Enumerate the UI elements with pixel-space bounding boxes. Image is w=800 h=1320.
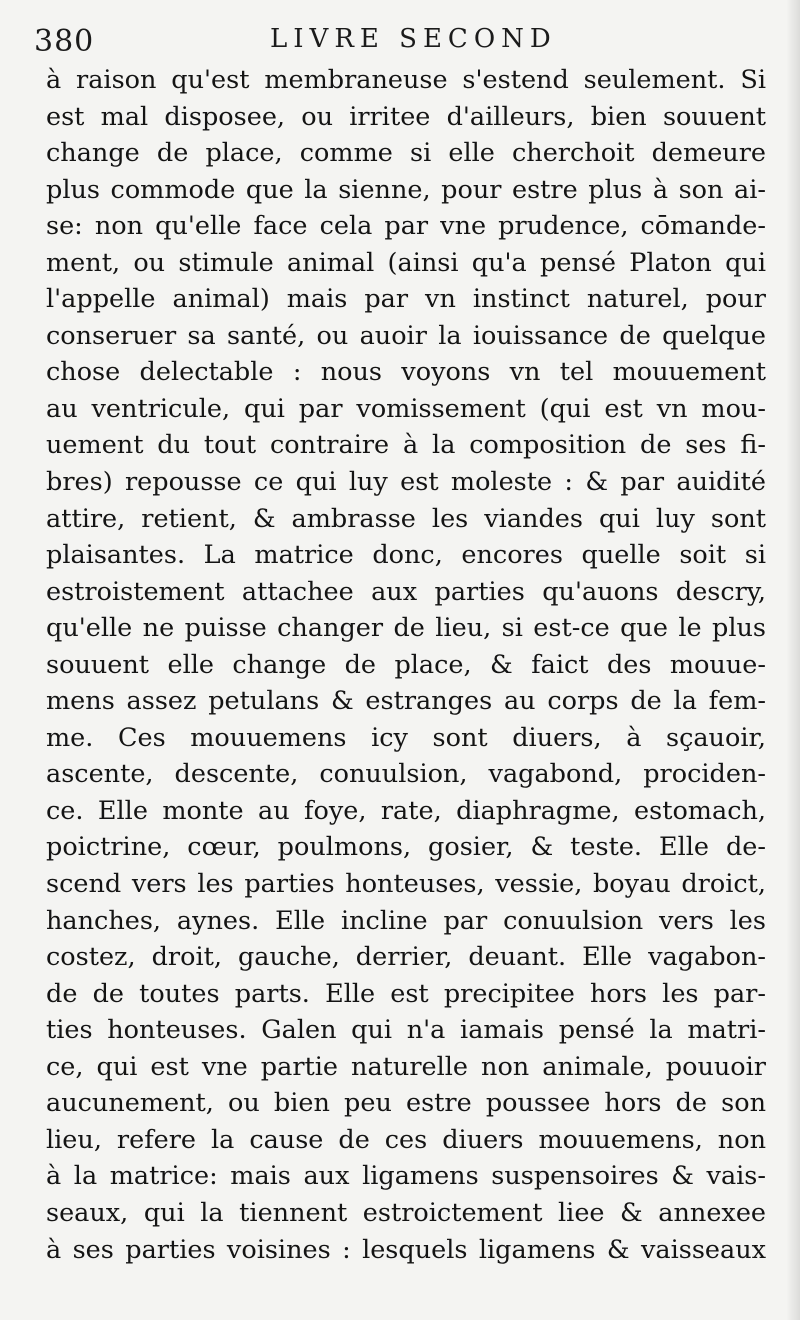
- running-head: LIVRE SECOND: [270, 24, 557, 54]
- text-line: change de place, comme si elle cherchoit demeure: [46, 138, 766, 169]
- text-line: à la matrice: mais aux ligamens suspensoires & vais-: [46, 1161, 766, 1192]
- text-line: ce, qui est vne partie naturelle non animale, pouuoir: [46, 1051, 766, 1082]
- text-line: se: non qu'elle face cela par vne prudence, cōmande-: [46, 211, 766, 242]
- page-header: [0, 18, 800, 62]
- text-line: hanches, aynes. Elle incline par conuulsion vers les: [46, 905, 766, 936]
- text-line: souuent elle change de place, & faict des mouue-: [46, 649, 766, 680]
- text-line: costez, droit, gauche, derrier, deuant. Elle vagabon-: [46, 942, 766, 973]
- text-line: ties honteuses. Galen qui n'a iamais pensé la matri-: [46, 1015, 766, 1046]
- text-line: est mal disposee, ou irritee d'ailleurs, bien souuent: [46, 101, 766, 132]
- page-number: 380: [34, 24, 95, 59]
- text-line: ascente, descente, conuulsion, vagabond, prociden-: [46, 759, 766, 790]
- text-line: au ventricule, qui par vomissement (qui est vn mou-: [46, 393, 766, 424]
- text-line: à ses parties voisines : lesquels ligamens & vaisseaux: [46, 1234, 766, 1265]
- text-line: mens assez petulans & estranges au corps de la fem-: [46, 686, 766, 717]
- text-line: me. Ces mouuemens icy sont diuers, à sçauoir,: [46, 722, 766, 753]
- text-line: conseruer sa santé, ou auoir la iouissance de quelque: [46, 320, 766, 351]
- text-line: aucunement, ou bien peu estre poussee hors de son: [46, 1088, 766, 1119]
- text-line: poictrine, cœur, poulmons, gosier, & teste. Elle de-: [46, 832, 766, 863]
- text-line: chose delectable : nous voyons vn tel mouuement: [46, 357, 766, 388]
- text-line: scend vers les parties honteuses, vessie, boyau droict,: [46, 869, 766, 900]
- text-line: seaux, qui la tiennent estroictement liee & annexee: [46, 1197, 766, 1228]
- text-line: plus commode que la sienne, pour estre plus à son ai-: [46, 174, 766, 205]
- text-line: qu'elle ne puisse changer de lieu, si est-ce que le plus: [46, 613, 766, 644]
- text-line: à raison qu'est membraneuse s'estend seulement. Si: [46, 65, 766, 95]
- text-line: ce. Elle monte au foye, rate, diaphragme, estomach,: [46, 795, 766, 826]
- text-line: l'appelle animal) mais par vn instinct naturel, pour: [46, 284, 766, 315]
- text-line: attire, retient, & ambrasse les viandes qui luy sont: [46, 503, 766, 534]
- text-line: estroistement attachee aux parties qu'auons descry,: [46, 576, 766, 607]
- text-line: lieu, refere la cause de ces diuers mouuemens, non: [46, 1124, 766, 1155]
- text-line: plaisantes. La matrice donc, encores quelle soit si: [46, 540, 766, 571]
- page-edge-shadow: [786, 0, 800, 1320]
- text-line: ment, ou stimule animal (ainsi qu'a pensé Platon qui: [46, 247, 766, 278]
- text-line: bres) repousse ce qui luy est moleste : & par auidité: [46, 467, 766, 498]
- body-text: [46, 62, 766, 1268]
- text-line: de de toutes parts. Elle est precipitee hors les par-: [46, 978, 766, 1009]
- text-line: uement du tout contraire à la composition de ses fi-: [46, 430, 766, 461]
